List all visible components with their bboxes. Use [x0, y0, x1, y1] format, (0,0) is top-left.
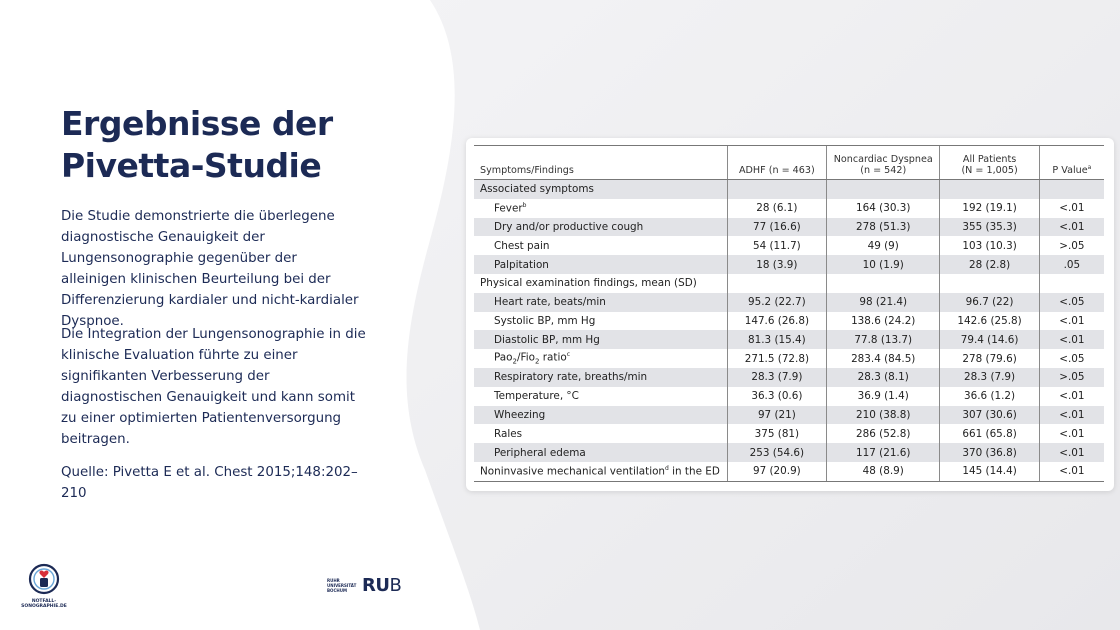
cell-p: <.05	[1039, 293, 1104, 312]
cell-p: <.01	[1039, 387, 1104, 406]
cell-all: 307 (30.6)	[940, 406, 1039, 425]
row-label: Fever$^b$	[494, 201, 527, 215]
row-label: Respiratory rate, breaths/min	[474, 368, 727, 387]
cell-adhf: 253 (54.6)	[727, 443, 826, 462]
cell-p: <.01	[1039, 330, 1104, 349]
cell-all: 79.4 (14.6)	[940, 330, 1039, 349]
cell-noncardiac: 28.3 (8.1)	[827, 368, 940, 387]
cell-all: 370 (36.8)	[940, 443, 1039, 462]
cell-noncardiac: 286 (52.8)	[827, 424, 940, 443]
table-row	[474, 349, 1104, 368]
cell-noncardiac: 48 (8.9)	[827, 462, 940, 481]
cell-p: <.01	[1039, 443, 1104, 462]
cell-p: .05	[1039, 255, 1104, 274]
row-label: Dry and/or productive cough	[474, 218, 727, 237]
header-all-patients: All Patients (N = 1,005)	[940, 146, 1039, 180]
cell-p: <.01	[1039, 406, 1104, 425]
table-row	[474, 312, 1104, 331]
rub-university-name: RUHR UNIVERSITÄT BOCHUM	[327, 578, 357, 593]
cell-adhf: 97 (20.9)	[727, 462, 826, 481]
rub-logo: RUB	[362, 575, 402, 596]
row-label: Chest pain	[494, 239, 550, 252]
row-label: Heart rate, beats/min	[474, 293, 727, 312]
row-label: Temperature, °C	[494, 390, 579, 403]
cell-adhf: 54 (11.7)	[727, 236, 826, 255]
table-row	[474, 462, 1104, 481]
cell-all: 28.3 (7.9)	[940, 368, 1039, 387]
section-row	[474, 274, 1104, 293]
cell-p: <.01	[1039, 199, 1104, 218]
paragraph-integration: Die Integration der Lungensonographie in die klinische Evaluation führte zu einer signifikanten Verbesserung der diagnostischen Genauigkeit und kann somit zu einer optimierten Patientenversorgung beitragen.	[61, 327, 366, 447]
cell-all: 96.7 (22)	[940, 293, 1039, 312]
cell-adhf: 147.6 (26.8)	[727, 312, 826, 331]
table-row	[474, 443, 1104, 462]
cell-all: 145 (14.4)	[940, 462, 1039, 481]
cell-adhf: 97 (21)	[727, 406, 826, 425]
cell-noncardiac: 10 (1.9)	[827, 255, 940, 274]
cell-all: 142.6 (25.8)	[940, 312, 1039, 331]
cell-noncardiac: 117 (21.6)	[827, 443, 940, 462]
cell-adhf: 36.3 (0.6)	[727, 387, 826, 406]
cell-p: <.01	[1039, 218, 1104, 237]
row-label: Systolic BP, mm Hg	[494, 314, 596, 327]
header-symptoms: Symptoms/Findings	[474, 146, 727, 180]
table-row	[474, 236, 1104, 255]
cell-all: 661 (65.8)	[940, 424, 1039, 443]
cell-adhf: 18 (3.9)	[727, 255, 826, 274]
cell-adhf: 271.5 (72.8)	[727, 349, 826, 368]
cell-adhf: 95.2 (22.7)	[727, 293, 826, 312]
table-row	[474, 424, 1104, 443]
header-p-value: P Value$^a$	[1039, 146, 1104, 180]
section-row	[474, 180, 1104, 199]
cell-all: 192 (19.1)	[940, 199, 1039, 218]
cell-all: 36.6 (1.2)	[940, 387, 1039, 406]
cell-p: >.05	[1039, 236, 1104, 255]
table-row	[474, 330, 1104, 349]
table-row	[474, 387, 1104, 406]
slide-title: Ergebnisse der Pivetta-Studie	[61, 104, 333, 185]
cell-adhf: 28 (6.1)	[727, 199, 826, 218]
cell-adhf: 28.3 (7.9)	[727, 368, 826, 387]
cell-noncardiac: 49 (9)	[827, 236, 940, 255]
cell-all: 355 (35.3)	[940, 218, 1039, 237]
svg-text:SONOGRAPHIE.DE: SONOGRAPHIE.DE	[21, 604, 67, 609]
svg-text:NOTFALL-: NOTFALL-	[31, 599, 57, 604]
study-table-card	[466, 138, 1114, 491]
cell-noncardiac: 210 (38.8)	[827, 406, 940, 425]
cell-adhf: 81.3 (15.4)	[727, 330, 826, 349]
cell-noncardiac: 77.8 (13.7)	[827, 330, 940, 349]
header-adhf: ADHF (n = 463)	[727, 146, 826, 180]
cell-noncardiac: 98 (21.4)	[827, 293, 940, 312]
cell-all: 28 (2.8)	[940, 255, 1039, 274]
table-row	[474, 255, 1104, 274]
table-row	[474, 218, 1104, 237]
paragraph-study-result: Die Studie demonstrierte die überlegene diagnostische Genauigkeit der Lungensonographie gegenüber der alleinigen klinischen Beurteilung bei der Differenzierung kardialer und nicht-kardialer Dyspnoe.	[61, 209, 359, 329]
section-label: Physical examination findings, mean (SD)	[480, 277, 697, 290]
row-label: Palpitation	[474, 255, 727, 274]
row-label: Rales	[494, 427, 523, 440]
cell-p: <.01	[1039, 424, 1104, 443]
row-label: Wheezing	[474, 406, 727, 425]
cell-p: >.05	[1039, 368, 1104, 387]
cell-p: <.01	[1039, 462, 1104, 481]
table-row	[474, 293, 1104, 312]
table-row	[474, 199, 1104, 218]
source-citation: Quelle: Pivetta E et al. Chest 2015;148:202–210	[61, 465, 358, 501]
table-row	[474, 406, 1104, 425]
cell-p: <.01	[1039, 312, 1104, 331]
section-label: Associated symptoms	[474, 180, 727, 199]
cell-noncardiac: 283.4 (84.5)	[827, 349, 940, 368]
row-label: Peripheral edema	[474, 443, 727, 462]
row-label: Noninvasive mechanical ventilation$^d$ in the ED	[474, 462, 727, 481]
cell-p: <.05	[1039, 349, 1104, 368]
header-noncardiac: Noncardiac Dyspnea (n = 542)	[827, 146, 940, 180]
cell-adhf: 375 (81)	[727, 424, 826, 443]
table-row	[474, 368, 1104, 387]
cell-noncardiac: 278 (51.3)	[827, 218, 940, 237]
row-label: Pao$_2$/Fio$_2$ ratio$^c$	[494, 351, 571, 366]
cell-adhf: 77 (16.6)	[727, 218, 826, 237]
cell-noncardiac: 138.6 (24.2)	[827, 312, 940, 331]
cell-noncardiac: 36.9 (1.4)	[827, 387, 940, 406]
cell-all: 278 (79.6)	[940, 349, 1039, 368]
row-label: Diastolic BP, mm Hg	[474, 330, 727, 349]
notfall-sonographie-logo	[20, 562, 68, 612]
table-header-row	[474, 146, 1104, 180]
cell-all: 103 (10.3)	[940, 236, 1039, 255]
symptoms-findings-table	[474, 145, 1104, 482]
cell-noncardiac: 164 (30.3)	[827, 199, 940, 218]
